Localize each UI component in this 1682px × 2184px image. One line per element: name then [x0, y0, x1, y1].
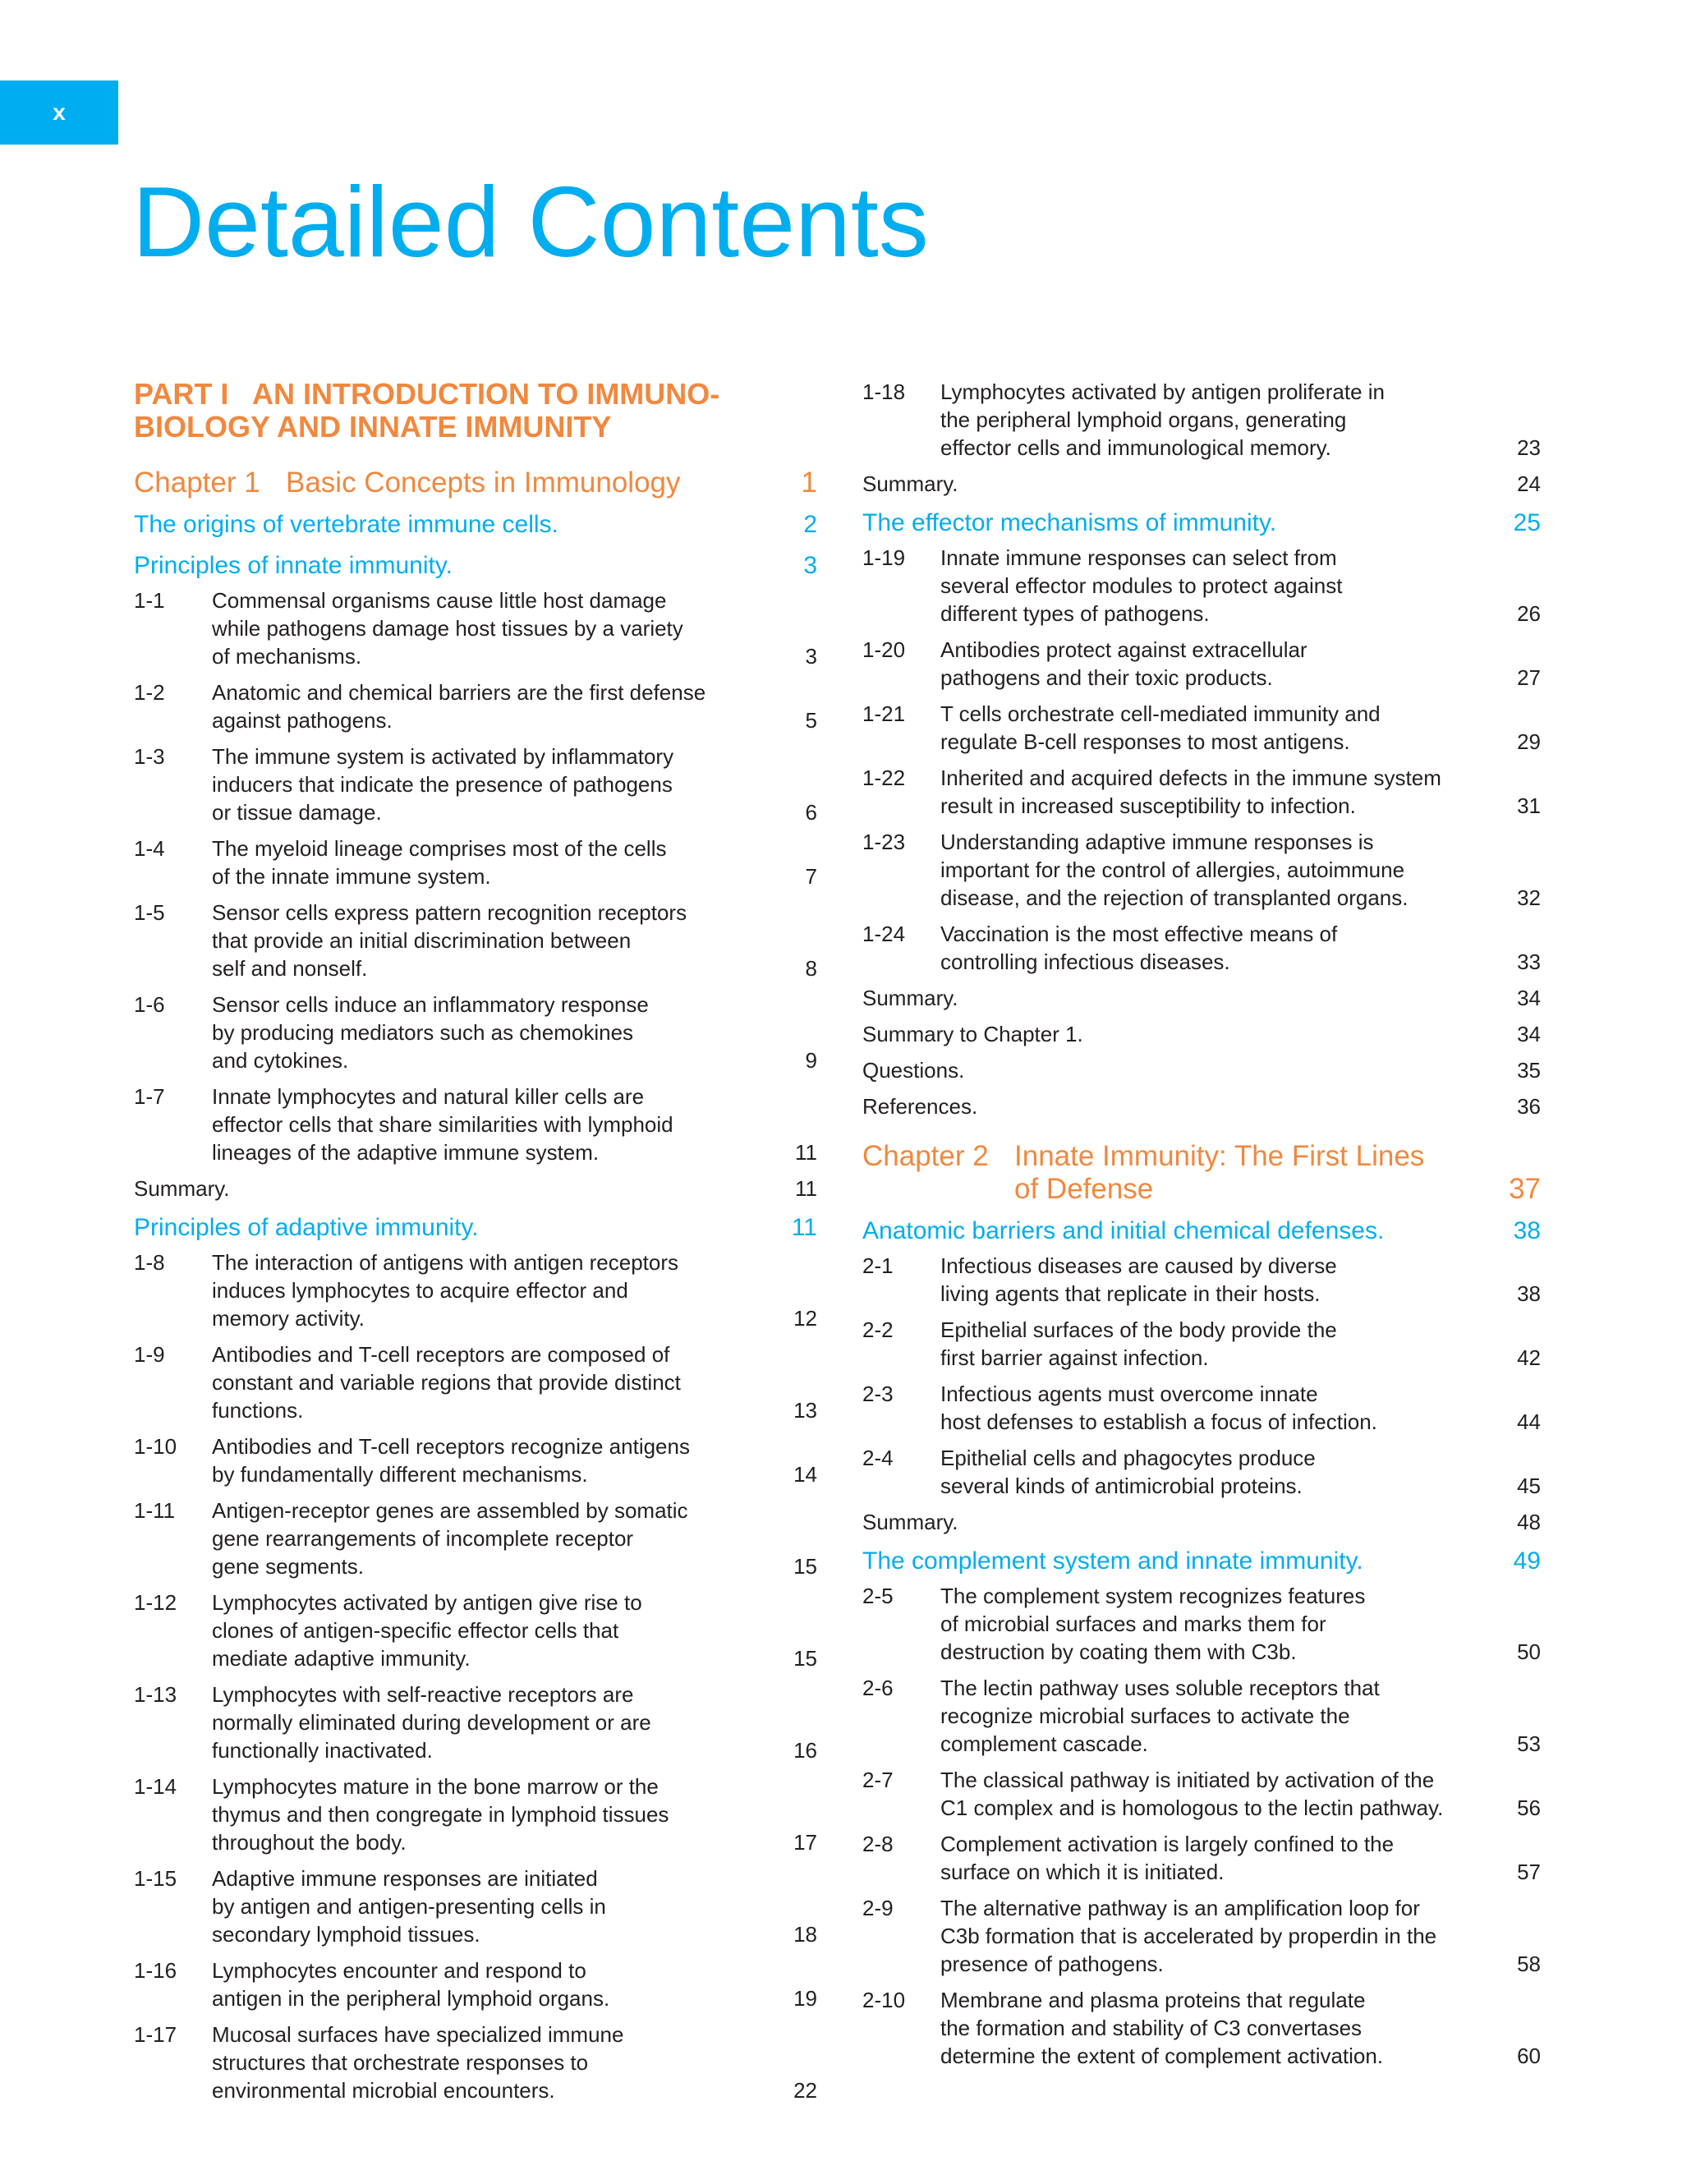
page-ref: 9	[805, 1048, 817, 1073]
page-ref: 22	[793, 2078, 817, 2103]
summary-title: Summary.	[862, 986, 958, 1010]
toc-entry	[862, 700, 1541, 756]
page-ref: 15	[793, 1646, 817, 1671]
toc-heading	[134, 550, 817, 582]
section-title: Innate lymphocytes and natural killer cells are effector cells that share similarities with lymphoid lineages of the adaptive immune system.	[212, 1084, 673, 1165]
page-ref: 36	[1517, 1094, 1541, 1119]
section-number: 2-2	[862, 1317, 894, 1342]
summary-title: Summary.	[862, 1510, 958, 1534]
section-number: 1-12	[134, 1590, 177, 1615]
section-number: 1-7	[134, 1084, 165, 1109]
page-ref: 42	[1517, 1345, 1541, 1370]
section-number: 1-15	[134, 1866, 177, 1891]
page-ref: 13	[793, 1398, 817, 1423]
page-number-tab	[0, 80, 118, 145]
page-ref: 19	[793, 1986, 817, 2011]
toc-entry	[862, 1830, 1541, 1886]
page-ref: 12	[793, 1306, 817, 1331]
section-number: 1-2	[134, 680, 165, 705]
toc-summary	[134, 1175, 817, 1202]
page-ref: 38	[1513, 1217, 1541, 1244]
toc-entry	[134, 1772, 817, 1856]
page-ref: 34	[1517, 986, 1541, 1010]
toc-summary	[862, 1508, 1541, 1536]
toc-entry	[134, 1497, 817, 1580]
section-number: 2-8	[862, 1832, 894, 1856]
page-ref: 5	[805, 708, 817, 733]
heading-title: The origins of vertebrate immune cells.	[134, 511, 558, 538]
toc-entry	[862, 378, 1541, 462]
toc-entry	[862, 544, 1541, 628]
toc-entry	[134, 586, 817, 670]
section-title: The lectin pathway uses soluble receptors that recognize microbial surfaces to activate the complement cascade.	[940, 1676, 1380, 1756]
page-ref: 44	[1517, 1409, 1541, 1434]
section-title: Antibodies and T-cell receptors recognize antigens by fundamentally different mechanisms.	[212, 1434, 690, 1487]
toc-right-column	[862, 378, 1541, 2078]
section-title: Innate immune responses can select from several effector modules to protect against different types of pathogens.	[940, 545, 1343, 626]
summary-title: Summary.	[134, 1176, 230, 1201]
page-ref: 17	[793, 1830, 817, 1855]
page-ref: 50	[1517, 1639, 1541, 1664]
toc-entry	[862, 920, 1541, 976]
chapter-label: Chapter 1	[134, 467, 260, 499]
toc-heading	[134, 509, 817, 540]
section-title: Epithelial surfaces of the body provide the first barrier against infection.	[940, 1317, 1337, 1370]
toc-entry	[134, 835, 817, 890]
toc-entry	[862, 1674, 1541, 1758]
page-ref: 24	[1517, 471, 1541, 496]
toc-entry	[134, 1681, 817, 1764]
toc-entry	[862, 1444, 1541, 1500]
page-ref: 33	[1517, 949, 1541, 974]
section-title: The classical pathway is initiated by activation of the C1 complex and is homologous to the lectin pathway.	[940, 1768, 1444, 1820]
page-ref: 16	[793, 1738, 817, 1763]
section-title: The immune system is activated by inflammatory inducers that indicate the presence of pathogens or tissue damage.	[212, 744, 674, 825]
section-number: 1-11	[134, 1498, 176, 1523]
chapter-title-block	[862, 1140, 1483, 1206]
section-title: The alternative pathway is an amplification loop for C3b formation that is accelerated by properdin in the presence of pathogens.	[940, 1896, 1437, 1976]
toc-entry	[134, 1083, 817, 1166]
page-ref: 29	[1517, 729, 1541, 754]
toc-entry	[134, 1432, 817, 1488]
heading-title: The complement system and innate immunity.	[862, 1547, 1363, 1575]
section-number: 2-4	[862, 1446, 894, 1470]
section-number: 2-3	[862, 1382, 894, 1406]
section-number: 1-1	[134, 588, 165, 613]
heading-title: Anatomic barriers and initial chemical defenses.	[862, 1217, 1385, 1244]
page-ref: 45	[1517, 1474, 1541, 1498]
summary-title: Questions.	[862, 1058, 965, 1083]
toc-left-column	[134, 378, 817, 2113]
section-title: Understanding adaptive immune responses is important for the control of allergies, autoimmune disease, and the rejection of transplanted organs.	[940, 830, 1409, 910]
toc-entry	[134, 1956, 817, 2012]
toc-entry	[862, 1766, 1541, 1822]
section-title: Antibodies and T-cell receptors are composed of constant and variable regions that provide distinct functions.	[212, 1342, 681, 1423]
section-title: T cells orchestrate cell-mediated immunity and regulate B-cell responses to most antigens.	[940, 701, 1381, 754]
toc-entry	[862, 1316, 1541, 1372]
section-title: Infectious diseases are caused by diverse living agents that replicate in their hosts.	[940, 1253, 1337, 1306]
page-ref: 57	[1517, 1860, 1541, 1884]
page-ref: 38	[1517, 1281, 1541, 1306]
page-ref: 53	[1517, 1731, 1541, 1756]
page-ref: 26	[1517, 601, 1541, 626]
section-title: The myeloid lineage comprises most of the cells of the innate immune system.	[212, 836, 667, 889]
section-number: 2-6	[862, 1676, 894, 1700]
section-number: 2-5	[862, 1584, 894, 1608]
section-title: Commensal organisms cause little host damage while pathogens damage host tissues by a variety of mechanisms.	[212, 588, 683, 669]
summary-title: References.	[862, 1094, 978, 1119]
section-title: Lymphocytes encounter and respond to antigen in the peripheral lymphoid organs.	[212, 1958, 610, 2011]
toc-summary	[862, 984, 1541, 1012]
toc-entry	[134, 2021, 817, 2104]
section-number: 1-3	[134, 744, 165, 769]
page-ref: 3	[805, 644, 817, 669]
toc-summary	[862, 470, 1541, 498]
section-title: Infectious agents must overcome innate host defenses to establish a focus of infection.	[940, 1382, 1377, 1434]
summary-title: Summary to Chapter 1.	[862, 1022, 1083, 1046]
toc-entry	[862, 1582, 1541, 1666]
page-ref: 7	[805, 864, 817, 889]
toc-entry	[134, 1248, 817, 1332]
toc-entry	[134, 1589, 817, 1672]
page-title: Detailed Contents	[132, 166, 929, 278]
part-title: PART I AN INTRODUCTION TO IMMUNO- BIOLOGY AND INNATE IMMUNITY	[134, 377, 720, 444]
section-number: 1-17	[134, 2022, 177, 2047]
chapter-title: Basic Concepts in Immunology	[286, 467, 681, 499]
page-ref: 6	[805, 800, 817, 825]
section-number: 1-23	[862, 830, 906, 854]
toc-entry	[134, 1340, 817, 1424]
section-number: 1-5	[134, 900, 165, 925]
toc-heading	[862, 508, 1541, 539]
section-number: 1-13	[134, 1682, 177, 1707]
chapter-title: Innate Immunity: The First Lines of Defense	[1014, 1140, 1425, 1205]
section-title: Adaptive immune responses are initiated by antigen and antigen-presenting cells in secondary lymphoid tissues.	[212, 1866, 606, 1947]
toc-entry	[862, 636, 1541, 692]
section-number: 1-24	[862, 922, 906, 946]
section-title: Antigen-receptor genes are assembled by somatic gene rearrangements of incomplete receptor gene segments.	[212, 1498, 688, 1579]
section-number: 1-18	[862, 379, 906, 404]
page-ref: 14	[793, 1462, 817, 1487]
toc-heading	[862, 1216, 1541, 1247]
section-number: 1-4	[134, 836, 165, 861]
summary-title: Summary.	[862, 471, 958, 496]
section-title: Sensor cells induce an inflammatory response by producing mediators such as chemokines and cytokines.	[212, 992, 649, 1073]
heading-title: Principles of adaptive immunity.	[134, 1214, 479, 1241]
toc-entry	[862, 828, 1541, 912]
toc-heading	[862, 1546, 1541, 1577]
chapter-title-block	[134, 467, 760, 499]
toc-entry	[862, 1252, 1541, 1308]
page-ref: 25	[1513, 509, 1541, 536]
page-ref: 27	[1517, 665, 1541, 690]
section-title: Lymphocytes activated by antigen proliferate in the peripheral lymphoid organs, generating effector cells and immunological memory.	[940, 379, 1386, 460]
page-ref: 34	[1517, 1022, 1541, 1046]
toc-heading	[134, 1212, 817, 1244]
section-title: Lymphocytes activated by antigen give rise to clones of antigen-specific effector cells that mediate adaptive immunity.	[212, 1590, 642, 1671]
section-number: 1-21	[862, 701, 906, 726]
page-ref: 3	[803, 552, 817, 579]
toc-summary	[862, 1092, 1541, 1120]
page-ref: 18	[793, 1922, 817, 1947]
toc-summary	[862, 1056, 1541, 1084]
section-title: Membrane and plasma proteins that regulate the formation and stability of C3 convertases determine the extent of complement activation.	[940, 1988, 1384, 2068]
section-title: Inherited and acquired defects in the immune system result in increased susceptibility to infection.	[940, 766, 1441, 818]
section-title: The interaction of antigens with antigen receptors induces lymphocytes to acquire effector and memory activity.	[212, 1250, 679, 1331]
page-number: x	[53, 99, 66, 125]
section-number: 1-8	[134, 1250, 165, 1275]
page-ref: 11	[795, 1176, 817, 1201]
section-title: Mucosal surfaces have specialized immune structures that orchestrate responses to environmental microbial encounters.	[212, 2022, 624, 2103]
section-number: 1-16	[134, 1958, 177, 1983]
section-number: 2-10	[862, 1988, 906, 2012]
page-ref: 11	[791, 1214, 817, 1241]
page-ref: 56	[1517, 1795, 1541, 1820]
page-ref: 31	[1517, 793, 1541, 818]
section-number: 1-9	[134, 1342, 165, 1367]
page-ref: 1	[801, 467, 817, 499]
toc-entry	[134, 991, 817, 1074]
section-title: Lymphocytes with self-reactive receptors are normally eliminated during development or are functionally inactivated.	[212, 1682, 651, 1763]
section-number: 2-7	[862, 1768, 894, 1792]
section-title: Antibodies protect against extracellular pathogens and their toxic products.	[940, 637, 1307, 690]
page-ref: 32	[1517, 885, 1541, 910]
section-number: 1-6	[134, 992, 165, 1017]
page-ref: 48	[1517, 1510, 1541, 1534]
section-title: Complement activation is largely confined to the surface on which it is initiated.	[940, 1832, 1395, 1884]
page-ref: 35	[1517, 1058, 1541, 1083]
toc-left-list	[134, 467, 817, 2104]
section-title: Lymphocytes mature in the bone marrow or the thymus and then congregate in lymphoid tissues throughout the body.	[212, 1774, 669, 1855]
page-ref: 2	[803, 511, 817, 538]
page-ref: 37	[1509, 1173, 1541, 1205]
toc-summary	[862, 1020, 1541, 1048]
section-number: 2-1	[862, 1253, 894, 1278]
toc-entry	[862, 1894, 1541, 1978]
toc-chapter	[862, 1140, 1541, 1206]
section-title: Anatomic and chemical barriers are the first defense against pathogens.	[212, 680, 706, 733]
section-number: 1-19	[862, 545, 906, 570]
section-number: 1-10	[134, 1434, 177, 1459]
page-ref: 8	[805, 956, 817, 981]
page-ref: 11	[795, 1140, 817, 1165]
page-ref: 60	[1517, 2044, 1541, 2068]
toc-entry	[134, 899, 817, 982]
heading-title: The effector mechanisms of immunity.	[862, 509, 1277, 536]
section-number: 1-22	[862, 766, 906, 790]
toc-entry	[134, 678, 817, 734]
toc-entry	[862, 1986, 1541, 2070]
section-number: 2-9	[862, 1896, 894, 1920]
toc-entry	[862, 1380, 1541, 1436]
page-ref: 49	[1513, 1547, 1541, 1575]
chapter-label: Chapter 2	[862, 1140, 989, 1172]
section-number: 1-14	[134, 1774, 177, 1799]
section-title: Vaccination is the most effective means of controlling infectious diseases.	[940, 922, 1338, 974]
section-title: Sensor cells express pattern recognition receptors that provide an initial discrimination between self and nonself.	[212, 900, 687, 981]
toc-right-list	[862, 378, 1541, 2070]
toc-entry	[134, 1864, 817, 1948]
heading-title: Principles of innate immunity.	[134, 552, 453, 579]
section-title: Epithelial cells and phagocytes produce several kinds of antimicrobial proteins.	[940, 1446, 1316, 1498]
toc-chapter	[134, 467, 817, 499]
section-title: The complement system recognizes features of microbial surfaces and marks them for destruction by coating them with C3b.	[940, 1584, 1366, 1664]
section-number: 1-20	[862, 637, 906, 662]
page-ref: 23	[1517, 435, 1541, 460]
page-ref: 15	[793, 1554, 817, 1579]
page-ref: 58	[1517, 1952, 1541, 1976]
toc-entry	[134, 743, 817, 826]
toc-entry	[862, 764, 1541, 820]
